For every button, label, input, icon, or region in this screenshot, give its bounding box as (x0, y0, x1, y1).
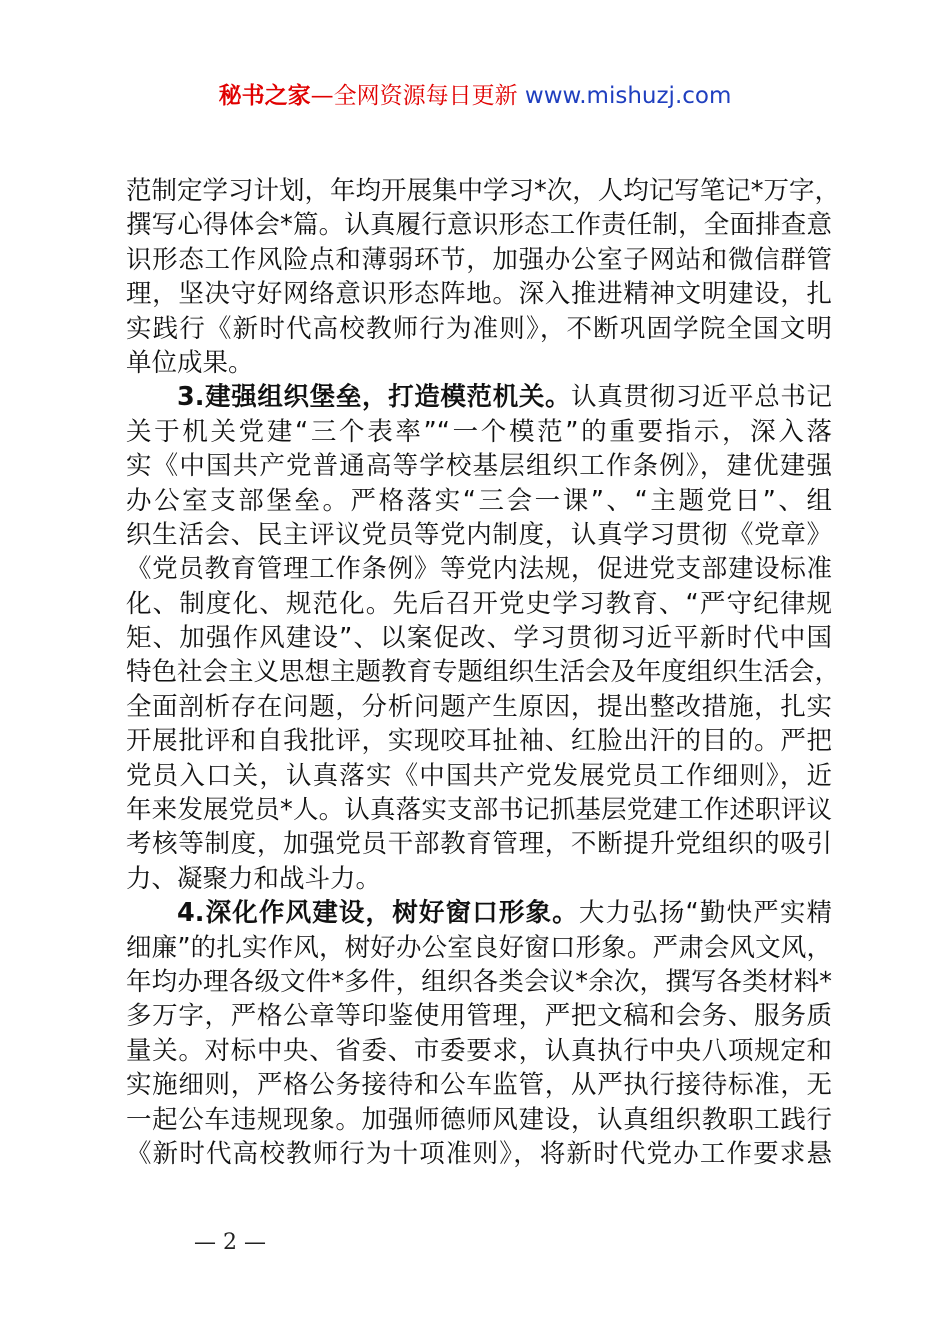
paragraph-line: 《党员教育管理工作条例》等党内法规，促进党支部建设标准 (126, 554, 832, 585)
paragraph-line: 考核等制度，加强党员干部教育管理，不断提升党组织的吸引 (126, 829, 832, 860)
site-brand: 秘书之家 (218, 83, 311, 109)
page-number: — 2 — (194, 1230, 266, 1255)
paragraph-line: 矩、加强作风建设”、以案促改、学习贯彻习近平新时代中国 (126, 623, 832, 654)
site-header (0, 80, 950, 112)
section-heading-line (126, 896, 832, 930)
paragraph-line: 全面剖析存在问题，分析问题产生原因，提出整改措施，扎实 (126, 691, 832, 722)
paragraph-line: 一起公车违规现象。加强师德师风建设，认真组织教职工践行 (126, 1104, 832, 1135)
paragraph-line: 范制定学习计划，年均开展集中学习*次，人均记写笔记*万字， (126, 176, 841, 206)
paragraph-text: 大力弘扬“勤快严实精 (578, 898, 832, 929)
paragraph-line: 关于机关党建“三个表率”“一个模范”的重要指示，深入落 (126, 416, 832, 447)
paragraph-line: 多万字，严格公章等印鉴使用管理，严把文稿和会务、服务质 (126, 1001, 832, 1032)
paragraph-line: 实《中国共产党普通高等学校基层组织工作条例》，建优建强 (126, 451, 832, 482)
paragraph-line: 特色社会主义思想主题教育专题组织生活会及年度组织生活会， (126, 657, 841, 688)
paragraph-line: 办公室支部堡垒。严格落实“三会一课”、“主题党日”、组 (126, 485, 832, 516)
paragraph-line: 党员入口关，认真落实《中国共产党发展党员工作细则》，近 (126, 760, 832, 791)
paragraph-line: 《新时代高校教师行为十项准则》，将新时代党办工作要求悬 (126, 1138, 832, 1169)
section-heading-line (126, 380, 832, 414)
section-heading-4: 4.深化作风建设，树好窗口形象。 (177, 898, 579, 929)
paragraph-text: 认真贯彻习近平总书记 (571, 382, 832, 413)
paragraph-line: 量关。对标中央、省委、市委要求，认真执行中央八项规定和 (126, 1035, 832, 1066)
paragraph-line: 力、凝聚力和战斗力。 (126, 863, 382, 894)
paragraph-line: 织生活会、民主评议党员等党内制度，认真学习贯彻《党章》 (126, 519, 832, 550)
paragraph-line: 年均办理各级文件*多件，组织各类会议*余次，撰写各类材料* (126, 966, 832, 997)
document-body (126, 174, 841, 1171)
paragraph-line: 年来发展党员*人。认真落实支部书记抓基层党建工作述职评议 (126, 795, 832, 826)
paragraph-line: 单位成果。 (126, 347, 254, 378)
site-url[interactable]: www.mishuzj.com (524, 83, 732, 109)
paragraph-line: 实践行《新时代高校教师行为准则》，不断巩固学院全国文明 (126, 313, 832, 344)
paragraph-line: 化、制度化、规范化。先后召开党史学习教育、“严守纪律规 (126, 588, 832, 619)
paragraph-line: 细廉”的扎实作风，树好办公室良好窗口形象。严肃会风文风， (126, 932, 832, 963)
section-heading-3: 3.建强组织堡垒，打造模范机关。 (177, 382, 572, 413)
paragraph-line: 开展批评和自我批评，实现咬耳扯袖、红脸出汗的目的。严把 (126, 726, 832, 757)
paragraph-line: 理，坚决守好网络意识形态阵地。深入推进精神文明建设，扎 (126, 279, 832, 310)
paragraph-line: 实施细则，严格公务接待和公车监管，从严执行接待标准，无 (126, 1070, 832, 1101)
paragraph-line: 识形态工作风险点和薄弱环节，加强办公室子网站和微信群管 (126, 244, 832, 275)
paragraph-line: 撰写心得体会*篇。认真履行意识形态工作责任制，全面排查意 (126, 210, 832, 241)
site-slogan: —全网资源每日更新 (310, 83, 518, 109)
